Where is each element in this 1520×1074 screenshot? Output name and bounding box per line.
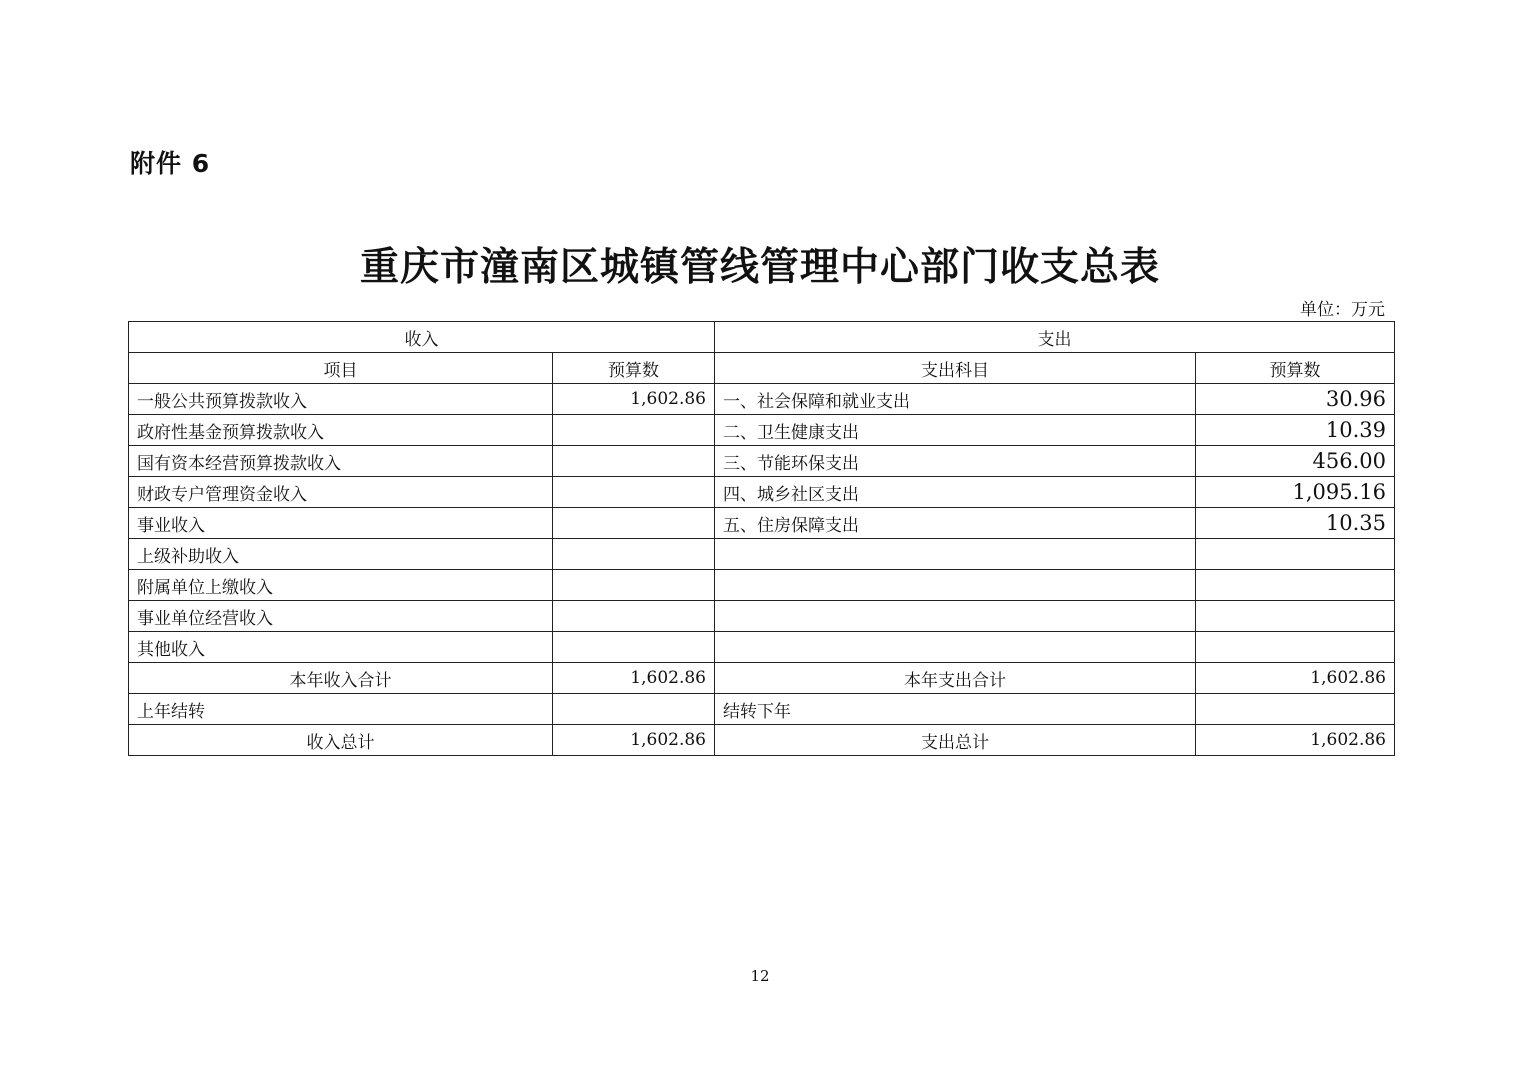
expense-item-cell — [715, 632, 1196, 663]
expense-amount-cell — [1196, 632, 1395, 663]
attachment-label: 附件 6 — [130, 149, 211, 178]
income-item-cell: 事业单位经营收入 — [129, 601, 553, 632]
income-amount-cell: 1,602.86 — [553, 384, 715, 415]
income-grand-total-label: 收入总计 — [129, 725, 553, 756]
table-row — [129, 601, 1395, 632]
next-year-carryover-amount — [1196, 694, 1395, 725]
table-row — [129, 539, 1395, 570]
expense-grand-total-amount: 1,602.86 — [1196, 725, 1395, 756]
table-row — [129, 446, 1395, 477]
table-column-header-row — [129, 353, 1395, 384]
expense-amount-cell: 10.35 — [1196, 508, 1395, 539]
income-amount-cell — [553, 570, 715, 601]
expense-amount-cell: 456.00 — [1196, 446, 1395, 477]
expense-item-cell — [715, 539, 1196, 570]
year-expense-total-label: 本年支出合计 — [715, 663, 1196, 694]
income-amount-cell — [553, 446, 715, 477]
income-amount-cell — [553, 539, 715, 570]
income-item-cell: 事业收入 — [129, 508, 553, 539]
expense-item-cell: 四、城乡社区支出 — [715, 477, 1196, 508]
expense-item-cell — [715, 570, 1196, 601]
income-item-cell: 附属单位上缴收入 — [129, 570, 553, 601]
table-section-header-row — [129, 322, 1395, 353]
expense-item-cell: 二、卫生健康支出 — [715, 415, 1196, 446]
income-amount-cell — [553, 415, 715, 446]
table-row — [129, 477, 1395, 508]
income-section-header: 收入 — [129, 322, 715, 353]
income-amount-cell — [553, 632, 715, 663]
income-item-cell: 财政专户管理资金收入 — [129, 477, 553, 508]
table-row — [129, 632, 1395, 663]
expense-amount-cell — [1196, 601, 1395, 632]
income-item-cell: 其他收入 — [129, 632, 553, 663]
expense-item-cell — [715, 601, 1196, 632]
grand-total-row — [129, 725, 1395, 756]
table-row — [129, 508, 1395, 539]
table-row — [129, 570, 1395, 601]
income-grand-total-amount: 1,602.86 — [553, 725, 715, 756]
page-number: 12 — [750, 967, 770, 985]
income-amount-cell — [553, 477, 715, 508]
expense-grand-total-label: 支出总计 — [715, 725, 1196, 756]
expense-amount-cell — [1196, 539, 1395, 570]
income-amount-cell — [553, 508, 715, 539]
year-income-total-amount: 1,602.86 — [553, 663, 715, 694]
expense-amount-cell — [1196, 570, 1395, 601]
table-row — [129, 384, 1395, 415]
page-title: 重庆市潼南区城镇管线管理中心部门收支总表 — [359, 244, 1160, 290]
expense-item-cell: 一、社会保障和就业支出 — [715, 384, 1196, 415]
column-header-expense-budget: 预算数 — [1196, 353, 1395, 384]
income-item-cell: 政府性基金预算拨款收入 — [129, 415, 553, 446]
column-header-item: 项目 — [129, 353, 553, 384]
prior-year-carryover-label: 上年结转 — [129, 694, 553, 725]
year-expense-total-amount: 1,602.86 — [1196, 663, 1395, 694]
income-amount-cell — [553, 601, 715, 632]
table-row — [129, 415, 1395, 446]
budget-summary-table — [128, 321, 1395, 756]
prior-year-carryover-amount — [553, 694, 715, 725]
year-total-row — [129, 663, 1395, 694]
income-item-cell: 国有资本经营预算拨款收入 — [129, 446, 553, 477]
expense-amount-cell: 10.39 — [1196, 415, 1395, 446]
expense-item-cell: 三、节能环保支出 — [715, 446, 1196, 477]
expense-item-cell: 五、住房保障支出 — [715, 508, 1196, 539]
unit-label: 单位：万元 — [1300, 300, 1385, 320]
expense-section-header: 支出 — [715, 322, 1395, 353]
column-header-income-budget: 预算数 — [553, 353, 715, 384]
carryover-row — [129, 694, 1395, 725]
income-item-cell: 一般公共预算拨款收入 — [129, 384, 553, 415]
expense-amount-cell: 30.96 — [1196, 384, 1395, 415]
income-item-cell: 上级补助收入 — [129, 539, 553, 570]
year-income-total-label: 本年收入合计 — [129, 663, 553, 694]
expense-amount-cell: 1,095.16 — [1196, 477, 1395, 508]
column-header-subject: 支出科目 — [715, 353, 1196, 384]
next-year-carryover-label: 结转下年 — [715, 694, 1196, 725]
